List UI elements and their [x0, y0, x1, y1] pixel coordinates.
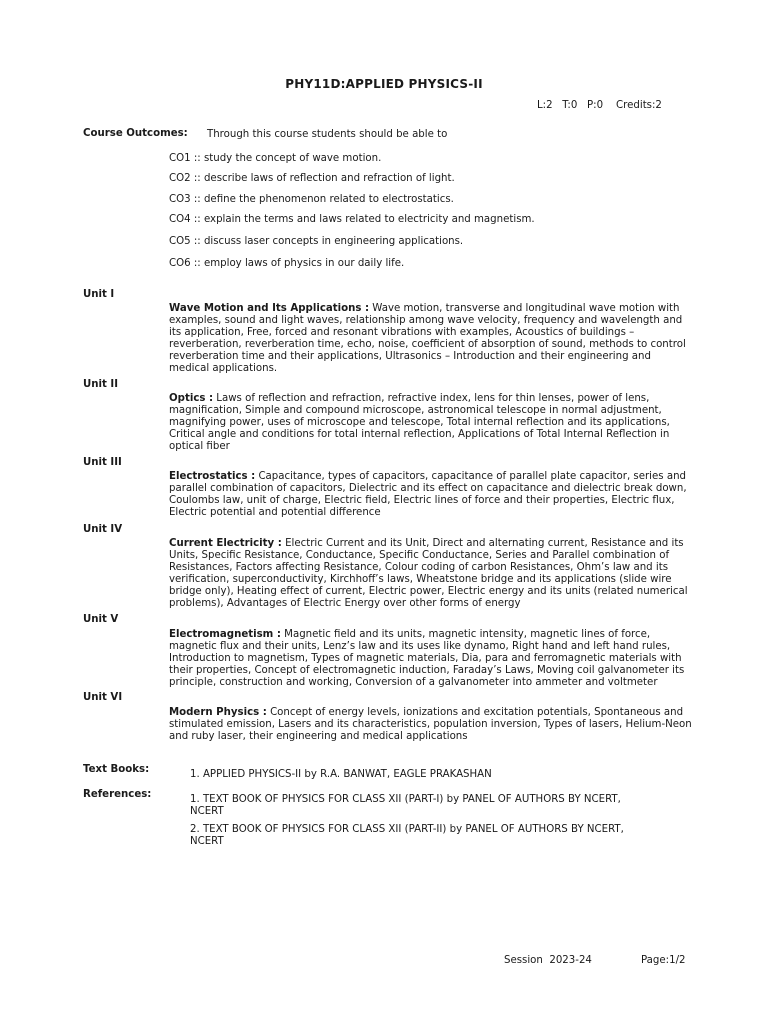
unit-line: stimulated emission, Lasers and its characteristics, population inversion, Types of lasers, Helium-Neon	[169, 719, 692, 730]
reference-item	[190, 824, 690, 848]
unit-line: medical applications.	[169, 363, 278, 374]
unit-description	[169, 707, 709, 743]
unit-heading: Electrostatics :	[169, 471, 256, 482]
unit-description	[169, 538, 709, 610]
page-number: Page:1/2	[641, 955, 686, 966]
unit-label: Unit IV	[83, 524, 123, 535]
unit-line: Electric Current and its Unit, Direct and alternating current, Resistance and its	[285, 538, 684, 549]
unit-line: Magnetic field and its units, magnetic intensity, magnetic lines of force,	[284, 629, 651, 640]
co-item: CO6 :: employ laws of physics in our daily life.	[169, 258, 405, 269]
unit-label: Unit V	[83, 614, 119, 625]
credits-line: L:2 T:0 P:0 Credits:2	[537, 100, 662, 111]
unit-line: reverberation time and their applications, Ultrasonics – Introduction and their engineering and	[169, 351, 651, 362]
co-item: CO1 :: study the concept of wave motion.	[169, 153, 382, 164]
co-item: CO3 :: define the phenomenon related to electrostatics.	[169, 194, 454, 205]
course-title: PHY11D:APPLIED PHYSICS-II	[285, 77, 483, 91]
unit-line: Electric potential and potential difference	[169, 507, 381, 518]
unit-description	[169, 629, 709, 689]
unit-line: magnifying power, uses of microscope and telescope, Total internal reflection and its applications,	[169, 417, 670, 428]
unit-line: Critical angle and conditions for total internal reflection, Applications of Total Internal Reflection in	[169, 429, 670, 440]
unit-heading: Electromagnetism :	[169, 629, 281, 640]
unit-description	[169, 303, 709, 375]
session-label: Session 2023-24	[504, 955, 592, 966]
co-item: CO4 :: explain the terms and laws related to electricity and magnetism.	[169, 214, 535, 225]
text-books-label: Text Books:	[83, 764, 150, 775]
unit-line: Units, Specific Resistance, Conductance, Specific Conductance, Series and Parallel combination of	[169, 550, 670, 561]
unit-heading: Wave Motion and Its Applications :	[169, 303, 370, 314]
co-item: CO2 :: describe laws of reflection and refraction of light.	[169, 173, 455, 184]
reference-line: 1. TEXT BOOK OF PHYSICS FOR CLASS XII (PART-I) by PANEL OF AUTHORS BY NCERT,	[190, 794, 621, 805]
unit-label: Unit II	[83, 379, 119, 390]
unit-line: Introduction to magnetism, Types of magnetic materials, Dia, para and ferromagnetic materials with	[169, 653, 682, 664]
unit-line: principle, construction and working, Conversion of a galvanometer into ammeter and voltmeter	[169, 677, 658, 688]
unit-heading: Optics :	[169, 393, 214, 404]
unit-heading: Modern Physics :	[169, 707, 267, 718]
references-label: References:	[83, 789, 152, 800]
reference-item	[190, 794, 690, 818]
text-book-item: 1. APPLIED PHYSICS-II by R.A. BANWAT, EAGLE PRAKASHAN	[190, 769, 492, 780]
unit-line: Laws of reflection and refraction, refractive index, lens for thin lenses, power of lens,	[216, 393, 650, 404]
unit-label: Unit VI	[83, 692, 123, 703]
reference-line: 2. TEXT BOOK OF PHYSICS FOR CLASS XII (PART-II) by PANEL OF AUTHORS BY NCERT,	[190, 824, 624, 835]
unit-label: Unit III	[83, 457, 122, 468]
unit-line: optical fiber	[169, 441, 230, 452]
co-item: CO5 :: discuss laser concepts in engineering applications.	[169, 236, 464, 247]
unit-line: Resistances, Factors affecting Resistance, Colour coding of carbon Resistances, Ohm’s law and its	[169, 562, 669, 573]
unit-line: and ruby laser, their engineering and medical applications	[169, 731, 468, 742]
unit-line: reverberation, reverberation time, echo, noise, coefficient of absorption of sound, methods to control	[169, 339, 686, 350]
unit-line: examples, sound and light waves, relationship among wave velocity, frequency and wavelength and	[169, 315, 683, 326]
unit-line: verification, superconductivity, Kirchhoff’s laws, Wheatstone bridge and its applications (slide wire	[169, 574, 672, 585]
unit-line: Concept of energy levels, ionizations and excitation potentials, Spontaneous and	[270, 707, 684, 718]
unit-line: Capacitance, types of capacitors, capacitance of parallel plate capacitor, series and	[258, 471, 686, 482]
unit-line: bridge only), Heating effect of current, Electric power, Electric energy and its units (related numerical	[169, 586, 688, 597]
unit-line: Wave motion, transverse and longitudinal wave motion with	[372, 303, 680, 314]
unit-line: Coulombs law, unit of charge, Electric field, Electric lines of force and their properties, Electric flux,	[169, 495, 675, 506]
unit-line: problems), Advantages of Electric Energy over other forms of energy	[169, 598, 521, 609]
unit-line: its application, Free, forced and resonant vibrations with examples, Acoustics of buildings –	[169, 327, 635, 338]
unit-description	[169, 393, 709, 453]
unit-line: magnification, Simple and compound microscope, astronomical telescope in normal adjustment,	[169, 405, 662, 416]
course-outcomes-intro: Through this course students should be able to	[207, 129, 448, 140]
unit-label: Unit I	[83, 289, 115, 300]
unit-description	[169, 471, 709, 519]
unit-line: magnetic flux and their units, Lenz’s law and its uses like dynamo, Right hand and left hand rules,	[169, 641, 671, 652]
reference-line: NCERT	[190, 836, 224, 847]
course-outcomes-label: Course Outcomes:	[83, 128, 188, 139]
unit-line: parallel combination of capacitors, Dielectric and its effect on capacitance and dielectric break down,	[169, 483, 687, 494]
unit-line: their properties, Concept of electromagnetic induction, Faraday’s Laws, Moving coil galvanometer its	[169, 665, 685, 676]
unit-heading: Current Electricity :	[169, 538, 282, 549]
reference-line: NCERT	[190, 806, 224, 817]
